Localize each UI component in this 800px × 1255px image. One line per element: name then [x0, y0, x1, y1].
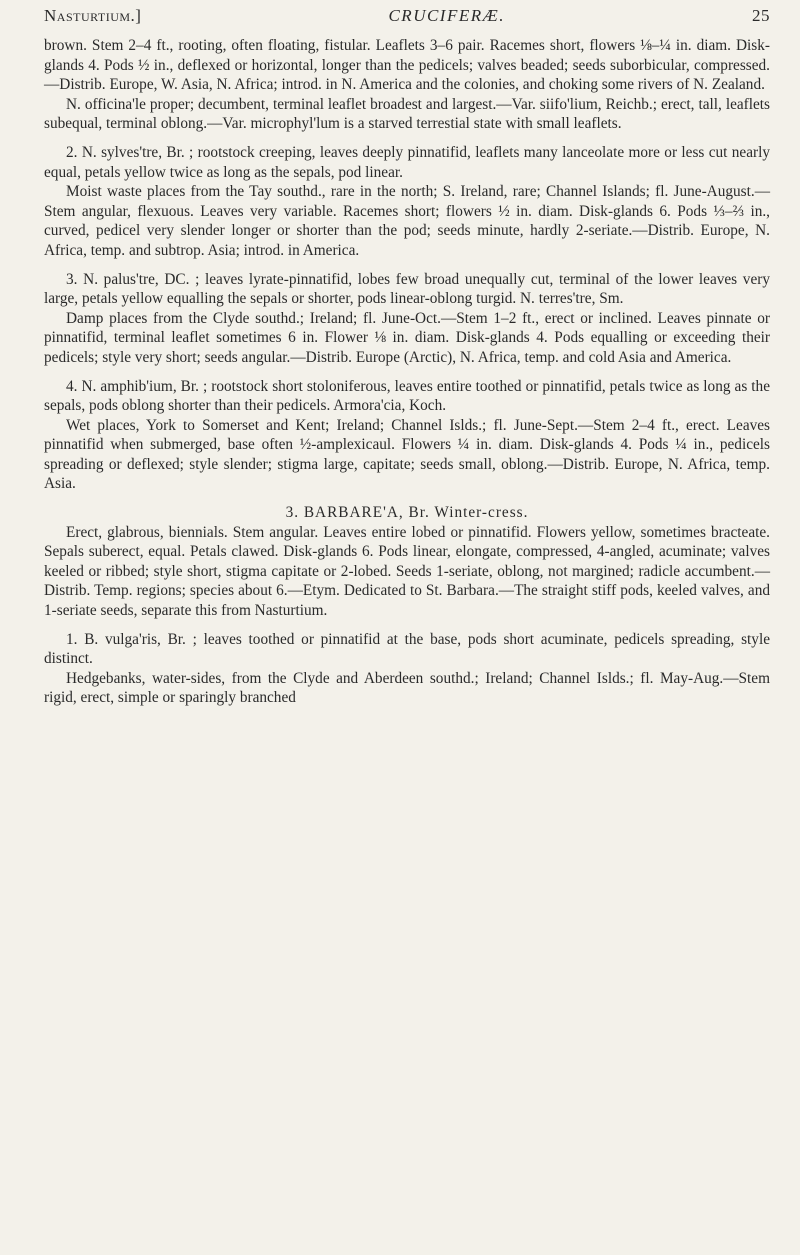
paragraph-watercress-description: brown. Stem 2–4 ft., rooting, often floating, fistular. Leaflets 3–6 pair. Racemes short, flowers ⅛–¼ in. diam. Disk-glands 4. Pods ½ in., deflexed or horizontal, longer than the pedicels; valves beaded; seeds suborbicular, compressed.—Distrib. Europe, W. Asia, N. Africa; introd. in N. America and the colonies, and choking some rivers of N. Zealand.: [44, 37, 770, 94]
body-text: [44, 36, 770, 708]
paragraph-watercress-varieties: N. officina'le proper; decumbent, terminal leaflet broadest and largest.—Var. siifo'lium, Reichb.; erect, tall, leaflets subequal, terminal oblong.—Var. microphyl'lum is a starved terrestial state with small leaflets.: [44, 95, 770, 133]
genus-heading-barbarea: 3. BARBARE'A, Br. Winter-cress.: [285, 504, 529, 522]
paragraph-palustre-habitat: Damp places from the Clyde southd.; Ireland; fl. June-Oct.—Stem 1–2 ft., erect or inclined. Leaves pinnate or pinnatifid, terminal leaflet sometimes 6 in. Flower ⅛ in. diam. Disk-glands 4. Pods equalling or exceeding their pedicels; style very short; seeds angular.—Distrib. Europe (Arctic), N. Africa, temp. and cold Asia and America.: [44, 309, 770, 366]
paragraph-vulgaris-habitat: Hedgebanks, water-sides, from the Clyde and Aberdeen southd.; Ireland; Channel Islds.; fl. May-Aug.—Stem rigid, erect, simple or sparingly branched: [44, 669, 770, 707]
species-entry-sylvestre: 2. N. sylves'tre, Br. ; rootstock creeping, leaves deeply pinnatifid, leaflets many lanceolate more or less cut nearly equal, petals yellow twice as long as the sepals, pod linear.: [44, 143, 770, 181]
paragraph-barbarea-description: Erect, glabrous, biennials. Stem angular. Leaves entire lobed or pinnatifid. Flowers yellow, sometimes bracteate. Sepals suberect, equal. Petals clawed. Disk-glands 6. Pods linear, elongate, compressed, 4-angled, acuminate; valves keeled or ribbed; style short, stigma capitate or 2-lobed. Seeds 1-seriate, oblong, not margined; radicle accumbent.—Distrib. Temp. regions; species about 6.—Etym. Dedicated to St. Barbara.—The straight stiff pods, keeled valves, and 1-seriate seeds, separate this from Nasturtium.: [44, 523, 770, 620]
running-head-genus: Nasturtium.]: [44, 6, 142, 25]
page-number: 25: [751, 6, 770, 25]
running-head: [44, 6, 770, 26]
species-entry-vulgaris: 1. B. vulga'ris, Br. ; leaves toothed or pinnatifid at the base, pods short acuminate, pedicels spreading, style distinct.: [44, 630, 770, 668]
paragraph-amphibium-habitat: Wet places, York to Somerset and Kent; Ireland; Channel Islds.; fl. June-Sept.—Stem 2–4 ft., erect. Leaves pinnatifid when submerged, base often ½-amplexicaul. Flowers ¼ in. diam. Disk-glands 4. Pods ¼ in., pedicels spreading or deflexed; style slender; stigma large, capitate; seeds small, oblong.—Distrib. Europe, N. Africa, temp. Asia.: [44, 416, 770, 493]
species-entry-amphibium: 4. N. amphib'ium, Br. ; rootstock short stoloniferous, leaves entire toothed or pinnatifid, petals twice as long as the sepals, pods oblong shorter than their pedicels. Armora'cia, Koch.: [44, 377, 770, 415]
paragraph-sylvestre-habitat: Moist waste places from the Tay southd., rare in the north; S. Ireland, rare; Channel Islands; fl. June-August.—Stem angular, flexuous. Leaves very variable. Racemes short; flowers ½ in. diam. Disk-glands 6. Pods ⅓–⅔ in., curved, pedicel very slender longer or shorter than the pod; seeds minute, hardly 2-seriate.—Distrib. Europe, N. Africa, temp. and subtrop. Asia; introd. in America.: [44, 183, 770, 259]
species-entry-palustre: 3. N. palus'tre, DC. ; leaves lyrate-pinnatifid, lobes few broad unequally cut, terminal of the lower leaves very large, petals yellow equalling the sepals or shorter, pods linear-oblong turgid. N. terres'tre, Sm.: [44, 270, 770, 308]
running-head-family: CRUCIFERÆ.: [388, 6, 505, 25]
